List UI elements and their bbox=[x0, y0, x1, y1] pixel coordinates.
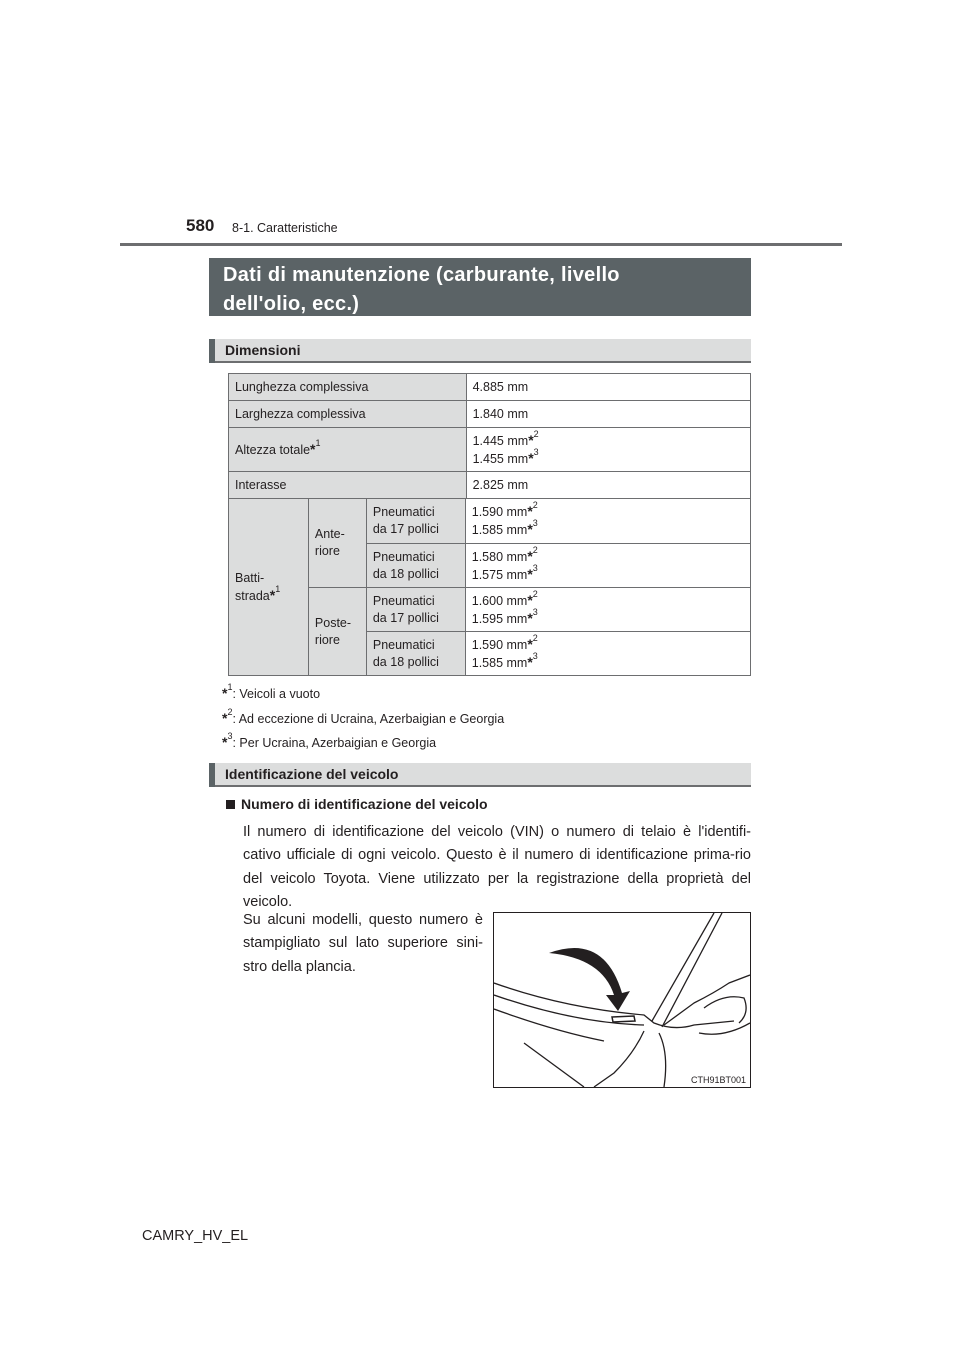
table-row bbox=[229, 472, 751, 499]
vin-paragraph: Il numero di identificazione del veicolo (VIN) o numero di telaio è l'identifi-cativo ufficiale di ogni veicolo. Questo è il numero di identificazione prima-rio del veicolo Toyota. Viene utilizzato per la registrazione della proprietà del veicolo. bbox=[243, 824, 751, 910]
row-label: Lunghezza complessiva bbox=[229, 374, 467, 401]
vin-heading: Numero di identificazione del veicolo bbox=[226, 796, 488, 812]
tire-label: Pneumatici da 17 pollici bbox=[366, 499, 465, 544]
table-row bbox=[229, 428, 751, 472]
footnote-3: *$^3$: Per Ucraina, Azerbaigian e Georgia bbox=[222, 731, 437, 750]
dimensions-table bbox=[228, 373, 751, 499]
section-heading-identification bbox=[209, 763, 751, 787]
rear-label: Poste- riore bbox=[308, 588, 366, 676]
tire-label: Pneumatici da 17 pollici bbox=[366, 588, 465, 632]
vin-location-paragraph: Su alcuni modelli, questo numero è stampigliato sul lato superiore sini-stro della plancia. bbox=[243, 912, 483, 975]
pointer-arrow-icon bbox=[549, 948, 630, 1011]
page-number: 580 bbox=[186, 216, 215, 235]
front-label: Ante- riore bbox=[308, 499, 366, 588]
row-value: 2.825 mm bbox=[466, 472, 750, 499]
row-value: 1.840 mm bbox=[466, 401, 750, 428]
track-label: Batti- strada*$^1$ bbox=[229, 499, 309, 676]
page-title bbox=[209, 258, 751, 316]
track-value: 1.580 mm*$^2$ 1.575 mm*$^3$ bbox=[465, 544, 750, 588]
row-label: Altezza totale*$^1$ bbox=[229, 428, 467, 472]
row-label: Interasse bbox=[229, 472, 467, 499]
page-title-line2: dell'olio, ecc.) bbox=[223, 293, 360, 315]
section-heading-dimensions bbox=[209, 339, 751, 363]
footnote-1: *$^1$: Veicoli a vuoto bbox=[222, 682, 321, 701]
footnote-2: *$^2$: Ad eccezione di Ucraina, Azerbaigian e Georgia bbox=[222, 707, 505, 726]
row-label: Larghezza complessiva bbox=[229, 401, 467, 428]
section-marker bbox=[209, 339, 215, 363]
row-value: 1.445 mm*$^2$ 1.455 mm*$^3$ bbox=[466, 428, 750, 472]
section-label: Dimensioni bbox=[225, 342, 301, 358]
header-rule bbox=[120, 243, 842, 246]
track-value: 1.600 mm*$^2$ 1.595 mm*$^3$ bbox=[465, 588, 750, 632]
vin-location-figure bbox=[493, 912, 751, 1088]
table-row bbox=[229, 499, 751, 544]
row-value: 4.885 mm bbox=[466, 374, 750, 401]
table-row bbox=[229, 401, 751, 428]
tire-label: Pneumatici da 18 pollici bbox=[366, 544, 465, 588]
track-value: 1.590 mm*$^2$ 1.585 mm*$^3$ bbox=[465, 632, 750, 676]
chapter-label: 8-1. Caratteristiche bbox=[232, 221, 338, 235]
tire-label: Pneumatici da 18 pollici bbox=[366, 632, 465, 676]
figure-code: CTH91BT001 bbox=[690, 1075, 746, 1085]
section-marker bbox=[209, 763, 215, 787]
track-table bbox=[228, 498, 751, 676]
track-value: 1.590 mm*$^2$ 1.585 mm*$^3$ bbox=[465, 499, 750, 544]
dashboard-illustration bbox=[494, 913, 750, 1087]
bullet-square-icon bbox=[226, 800, 235, 809]
table-row bbox=[229, 374, 751, 401]
section-label: Identificazione del veicolo bbox=[225, 766, 399, 782]
footer-model: CAMRY_HV_EL bbox=[142, 1228, 249, 1244]
vin-plate-icon bbox=[612, 1016, 635, 1022]
page-title-line1: Dati di manutenzione (carburante, livello bbox=[223, 264, 620, 286]
